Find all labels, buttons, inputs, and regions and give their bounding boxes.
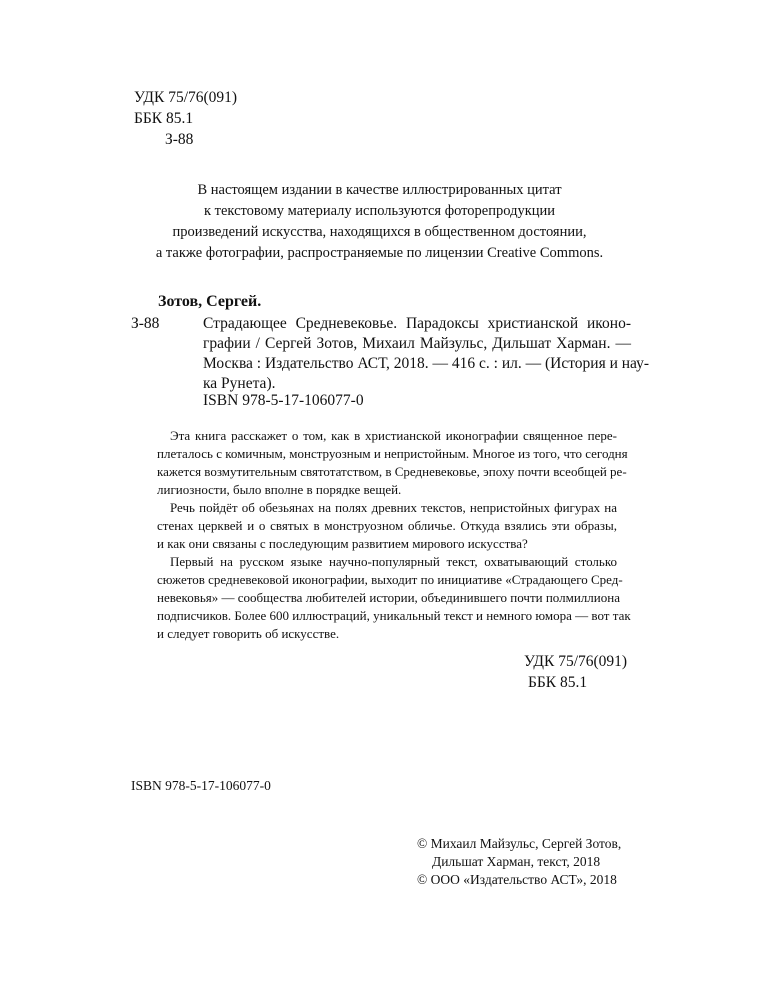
- book-description-line: графии / Сергей Зотов, Михаил Майзульс, Дильшат Харман. —: [203, 335, 631, 352]
- copyright-line: © ООО «Издательство АСТ», 2018: [417, 872, 617, 887]
- notice-line: В настоящем издании в качестве иллюстрированных цитат: [197, 182, 562, 198]
- copyright-line: Дильшат Харман, текст, 2018: [432, 854, 601, 869]
- bbk-code-repeat: ББК 85.1: [528, 674, 588, 691]
- book-author: Зотов, Сергей.: [158, 293, 262, 310]
- bbk-code: ББК 85.1: [134, 110, 194, 127]
- annotation-line: лигиозности, было вполне в порядке вещей.: [157, 482, 402, 497]
- annotation-line: подписчиков. Более 600 иллюстраций, уникальный текст и немного юмора — вот так: [157, 608, 631, 623]
- author-sign: З-88: [165, 131, 194, 148]
- annotation-line: Первый на русском языке научно-популярный текст, охватывающий столько: [170, 554, 617, 569]
- annotation-line: невековья» — сообщества любителей истории, объединившего почти полмиллиона: [157, 590, 620, 605]
- notice-line: к текстовому материалу используются фоторепродукции: [203, 203, 556, 219]
- annotation-line: кажется возмутительным святотатством, в Средневековье, эпоху почти всеобщей ре-: [157, 464, 627, 479]
- book-description-line: Москва : Издательство АСТ, 2018. — 416 с. : ил. — (История и нау-: [203, 355, 650, 372]
- notice-line: а также фотографии, распространяемые по лицензии Creative Commons.: [155, 245, 604, 261]
- annotation-line: Речь пойдёт об обезьянах на полях древних текстов, непристойных фигурах на: [170, 500, 617, 515]
- annotation-line: Эта книга расскажет о том, как в христианской иконографии священное пере-: [170, 428, 617, 443]
- annotation-line: сюжетов средневековой иконографии, выходит по инициативе «Страдающего Сред-: [157, 572, 623, 587]
- isbn-footer: ISBN 978-5-17-106077-0: [131, 778, 271, 793]
- book-description-line: ка Рунета).: [203, 375, 276, 392]
- notice-line: произведений искусства, находящихся в общественном достоянии,: [172, 224, 587, 240]
- book-isbn: ISBN 978-5-17-106077-0: [203, 392, 364, 409]
- copyright-line: © Михаил Майзульс, Сергей Зотов,: [417, 836, 622, 851]
- annotation-line: плеталось с комичным, монструозным и непристойным. Многое из того, что сегодня: [157, 446, 628, 461]
- catalog-code: З-88: [131, 315, 160, 332]
- annotation-line: и как они связаны с последующим развитием мирового искусства?: [157, 536, 528, 551]
- udk-code: УДК 75/76(091): [134, 89, 238, 106]
- annotation-line: и следует говорить об искусстве.: [157, 626, 340, 641]
- book-description-line: Страдающее Средневековье. Парадоксы христианской иконо-: [203, 315, 631, 332]
- udk-code-repeat: УДК 75/76(091): [524, 653, 628, 670]
- annotation-line: стенах церквей и о святых в монструозном обличье. Откуда взялись эти образы,: [157, 518, 617, 533]
